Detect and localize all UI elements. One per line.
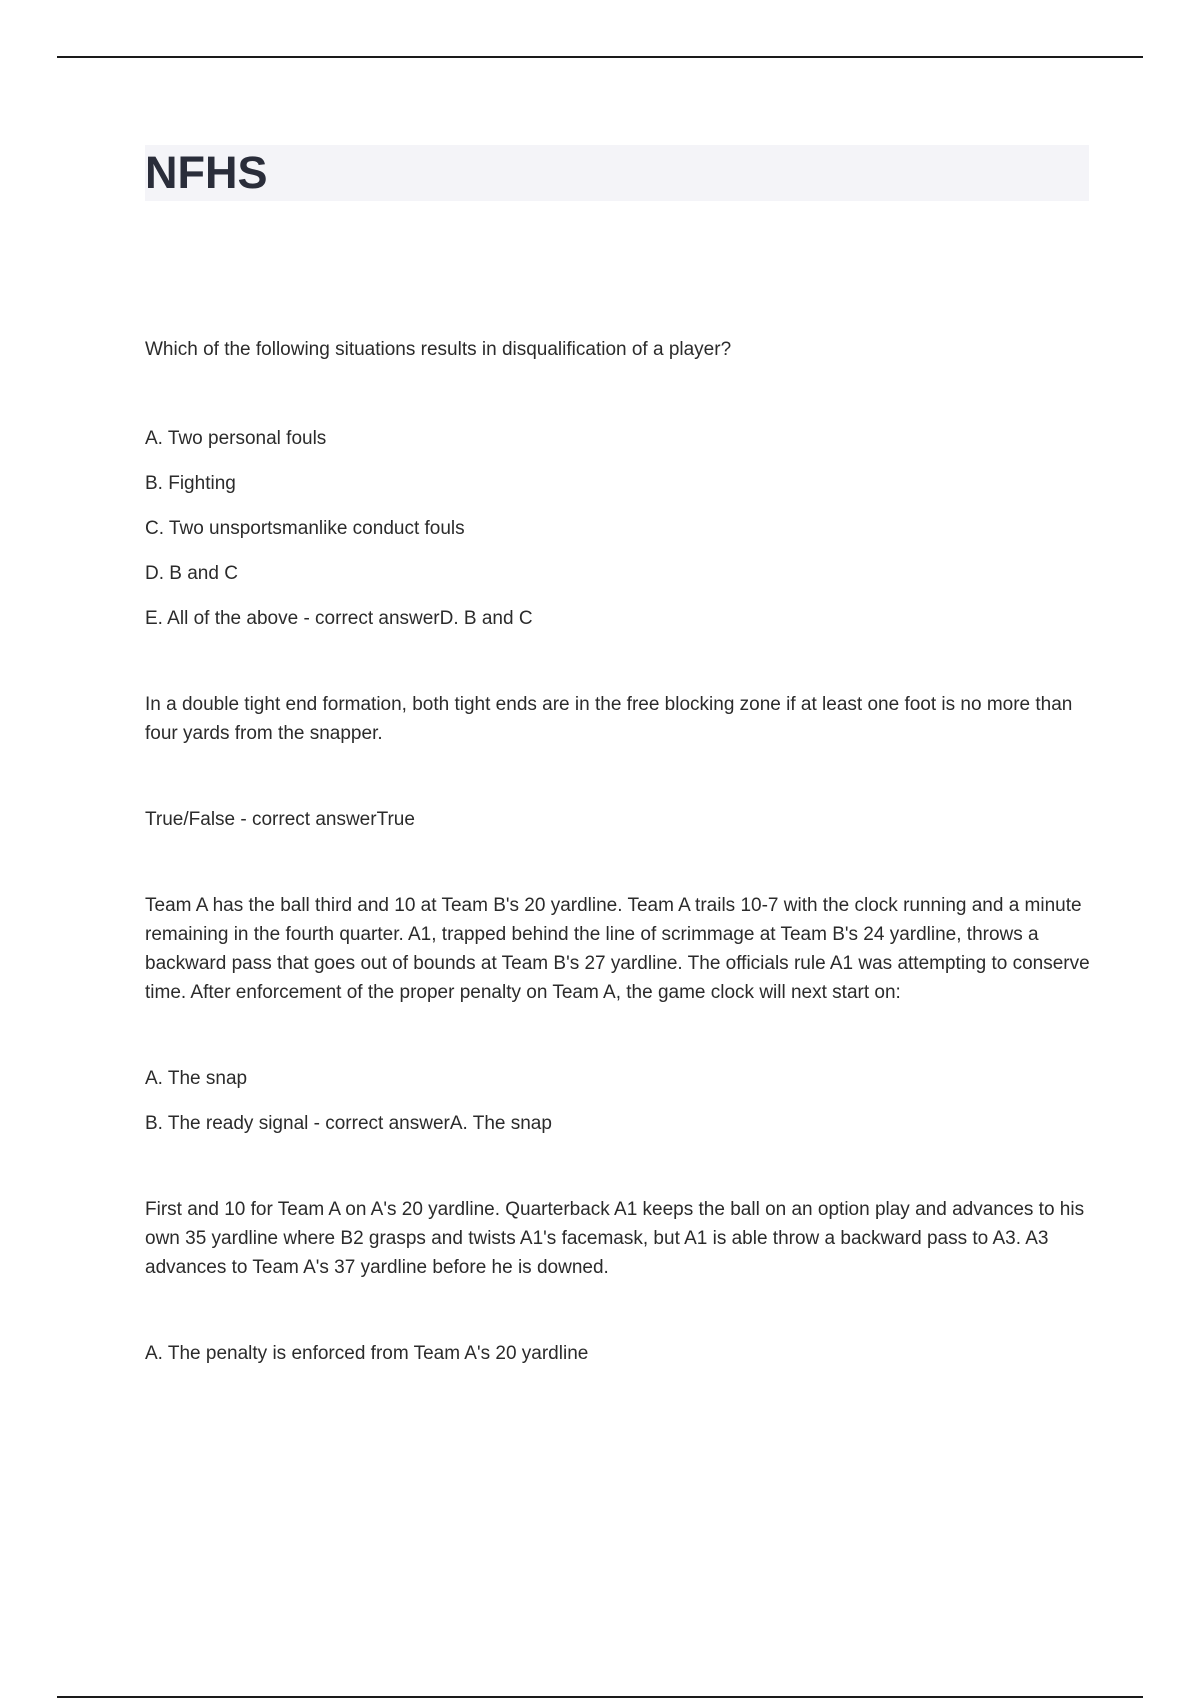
q1-option-c: C. Two unsportsmanlike conduct fouls xyxy=(145,518,465,539)
question-3: Team A has the ball third and 10 at Team B's 20 yardline. Team A trails 10-7 with the clock running and a minute remaining in the fourth quarter. A1, trapped behind the line of scrimmage at Team B's 24 yardline, throws a backward pass that goes out of bounds at Team B's 27 yardline. The officials rule A1 was attempting to conserve time. After enforcement of the proper penalty on Team A, the game clock will next start on: xyxy=(145,895,1090,1003)
document-body xyxy=(145,335,1095,1368)
page-title: NFHS xyxy=(145,147,268,198)
question-1: Which of the following situations results in disqualification of a player? xyxy=(145,339,732,360)
bottom-rule xyxy=(57,1696,1143,1698)
title-band xyxy=(145,145,1089,201)
q1-option-d: D. B and C xyxy=(145,563,238,584)
q1-option-e: E. All of the above - correct answerD. B and C xyxy=(145,608,533,629)
q1-option-a: A. Two personal fouls xyxy=(145,428,327,449)
question-2: In a double tight end formation, both tight ends are in the free blocking zone if at least one foot is no more than four yards from the snapper. xyxy=(145,694,1073,744)
q1-option-b: B. Fighting xyxy=(145,473,236,494)
q3-option-b: B. The ready signal - correct answerA. The snap xyxy=(145,1113,552,1134)
top-rule xyxy=(57,56,1143,58)
q3-option-a: A. The snap xyxy=(145,1068,248,1089)
q4-option-a: A. The penalty is enforced from Team A's 20 yardline xyxy=(145,1343,589,1364)
q2-answer: True/False - correct answerTrue xyxy=(145,809,415,830)
question-4: First and 10 for Team A on A's 20 yardline. Quarterback A1 keeps the ball on an option play and advances to his own 35 yardline where B2 grasps and twists A1's facemask, but A1 is able throw a backward pass to A3. A3 advances to Team A's 37 yardline before he is downed. xyxy=(145,1199,1085,1278)
